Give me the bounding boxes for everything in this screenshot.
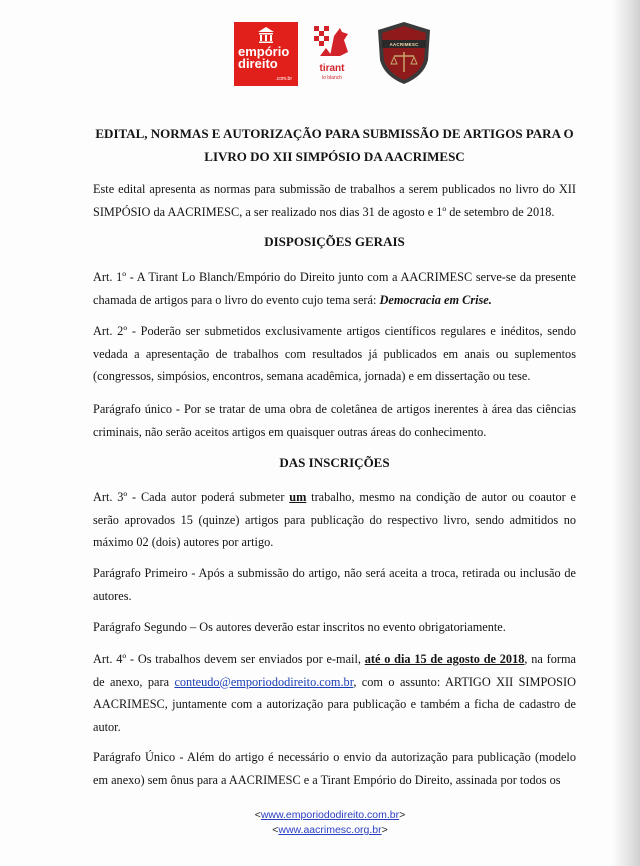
emporio-direito-logo [234,22,298,86]
emporio-line1: empório [238,44,290,59]
article-1-theme: Democracia em Crise. [379,292,492,307]
article-4 [93,648,576,738]
article-4-text-a: Art. 4º - Os trabalhos devem ser enviados por e-mail, [93,652,365,666]
emporio-website-link[interactable]: www.emporiododireito.com.br [260,809,400,821]
paragrafo-segundo: Parágrafo Segundo – Os autores deverão estar inscritos no evento obrigatoriamente. [93,620,506,634]
article-1 [93,266,576,311]
aacrimesc-band: AACRIMESC [389,42,419,47]
logo-bar [0,20,640,90]
article-4-deadline: até o dia 15 de agosto de 2018 [364,652,525,666]
heading-inscricoes: DAS INSCRIÇÕES [279,455,390,470]
footer-links: <www.emporiododireito.com.br> <www.aacrimesc.org.br> [254,809,406,836]
paragrafo-primeiro: Parágrafo Primeiro - Após a submissão do artigo, não será aceita a troca, retirada ou inclusão de autores. [93,566,576,603]
title-line1: EDITAL, NORMAS E AUTORIZAÇÃO PARA SUBMISSÃO DE ARTIGOS PARA O [95,126,574,141]
document-title [93,122,576,168]
aacrimesc-shield-logo [376,20,432,86]
tirant-name: tirant [319,63,345,74]
article-3-text-a: Art. 3º - Cada autor poderá submeter [93,490,290,504]
article-3-um: um [289,490,307,504]
emporio-line2: direito [238,56,278,71]
paragrafo-unico-1: Parágrafo único - Por se tratar de uma obra de coletânea de artigos inerentes à área das ciências criminais, não serão aceitos artigos em quaisquer outras áreas do conhecimento. [93,402,576,439]
article-2: Art. 2º - Poderão ser submetidos exclusivamente artigos científicos regulares e inéditos, sendo vedada a apresentação de trabalhos com resultados já publicados em anais ou suplementos (congressos, simpósios, encontros, semana acadêmica, jornada) e em dissertação ou tese. [93,324,576,383]
tirant-logo [310,22,354,88]
building-icon [257,26,275,44]
article-4-text-c: , com o assunto: ARTIGO XII SIMPOSIO AACRIMESC, juntamente com a autorização para publicação e também a ficha de cadastro de autor. [93,674,576,734]
page-edge-shadow [612,0,640,866]
article-1-text: Art. 1º - A Tirant Lo Blanch/Empório do Direito junto com a AACRIMESC serve-se da presente chamada de artigos para o livro do evento cujo tema será: [93,270,576,307]
tirant-sub: lo blanch [321,75,342,81]
intro-paragraph: Este edital apresenta as normas para submissão de trabalhos a serem publicados no livro do XII SIMPÓSIO da AACRIMESC, a ser realizado nos dias 31 de agosto e 1º de setembro de 2018. [93,182,576,219]
shield-icon [376,20,432,86]
heading-disposicoes-gerais: DISPOSIÇÕES GERAIS [264,234,405,249]
article-3-text-b: trabalho, mesmo na condição de autor ou coautor e serão aprovados 15 (quinze) artigos para publicação do respectivo livro, sendo admitidos no máximo 02 (dois) autores por artigo. [93,490,576,549]
knight-icon [310,22,354,62]
submission-email-link[interactable]: conteudo@emporiododireito.com.br [174,674,354,689]
article-4-text-b: , na forma de anexo, para [93,652,576,689]
paragrafo-unico-2: Parágrafo Único - Além do artigo é necessário o envio da autorização para publicação (modelo em anexo) sem ônus para a AACRIMESC e a Tirant Empório do Direito, assinada por todos os [93,750,576,787]
emporio-domain: .com.br [275,76,292,82]
article-3 [93,486,576,554]
title-line2: LIVRO DO XII SIMPÓSIO DA AACRIMESC [204,149,465,164]
aacrimesc-website-link[interactable]: www.aacrimesc.org.br [278,824,382,836]
